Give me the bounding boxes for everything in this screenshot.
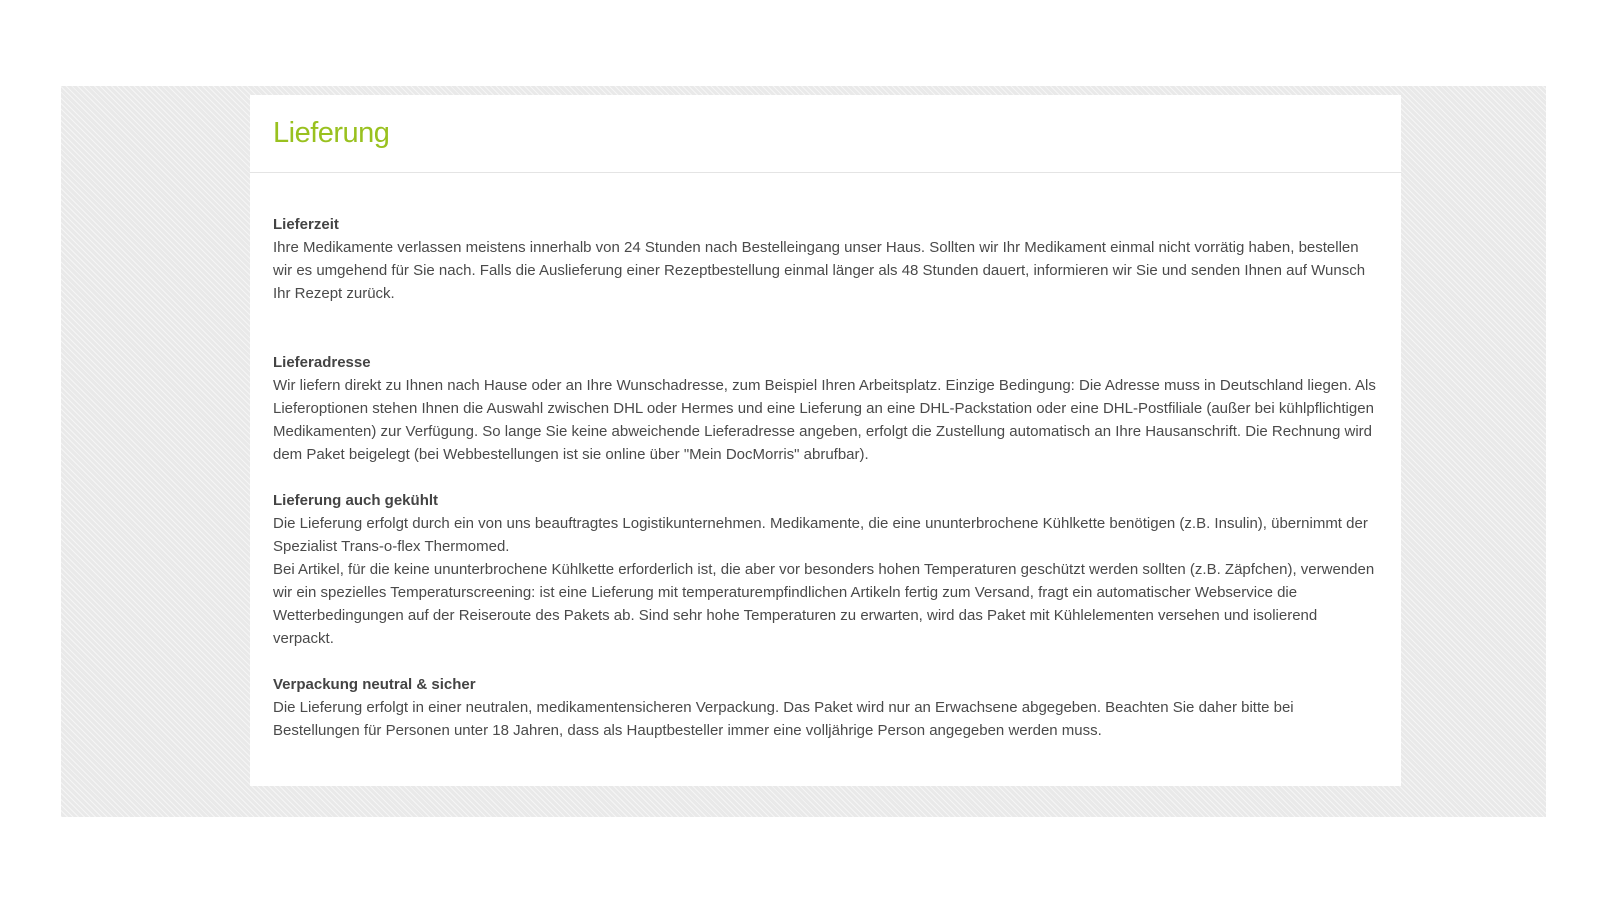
section-lieferadresse xyxy=(273,351,1381,466)
content-card xyxy=(250,95,1401,786)
section-verpackung xyxy=(273,673,1381,742)
section-title: Lieferzeit xyxy=(273,216,339,233)
card-body xyxy=(250,173,1401,742)
card-header xyxy=(250,95,1401,173)
section-text: Bei Artikel, für die keine ununterbrochene Kühlkette erforderlich ist, die aber vor besonders hohen Temperaturen geschützt werden sollten (z.B. Zäpfchen), verwenden wir ein spezielles Temperaturscreening: ist eine Lieferung mit temperaturempfindlichen Artikeln fertig zum Versand, fragt ein automatischer Webservice die Wetterbedingungen auf der Reiseroute des Pakets ab. Sind sehr hohe Temperaturen zu erwarten, wird das Paket mit Kühlelementen versehen und isolierend verpackt. xyxy=(273,561,1375,647)
section-text: Die Lieferung erfolgt durch ein von uns beauftragtes Logistikunternehmen. Medikamente, die eine ununterbrochene Kühlkette benötigen (z.B. Insulin), übernimmt der Spezialist Trans-o-flex Thermomed. xyxy=(273,515,1368,555)
page-title: Lieferung xyxy=(273,117,390,149)
section-title: Lieferung auch gekühlt xyxy=(273,492,439,509)
section-lieferzeit xyxy=(273,213,1381,305)
section-text: Ihre Medikamente verlassen meistens innerhalb von 24 Stunden nach Bestelleingang unser Haus. Sollten wir Ihr Medikament einmal nicht vorrätig haben, bestellen wir es umgehend für Sie nach. Falls die Auslieferung einer Rezeptbestellung einmal länger als 48 Stunden dauert, informieren wir Sie und senden Ihnen auf Wunsch Ihr Rezept zurück. xyxy=(273,239,1366,302)
section-text: Wir liefern direkt zu Ihnen nach Hause oder an Ihre Wunschadresse, zum Beispiel Ihren Arbeitsplatz. Einzige Bedingung: Die Adresse muss in Deutschland liegen. Als Lieferoptionen stehen Ihnen die Auswahl zwischen DHL oder Hermes und eine Lieferung an eine DHL-Packstation oder eine DHL-Postfiliale (außer bei kühlpflichtigen Medikamenten) zur Verfügung. So lange Sie keine abweichende Lieferadresse angeben, erfolgt die Zustellung automatisch an Ihre Hausanschrift. Die Rechnung wird dem Paket beigelegt (bei Webbestellungen ist sie online über "Mein DocMorris" abrufbar). xyxy=(273,377,1376,463)
section-text: Die Lieferung erfolgt in einer neutralen, medikamentensicheren Verpackung. Das Paket wird nur an Erwachsene abgegeben. Beachten Sie daher bitte bei Bestellungen für Personen unter 18 Jahren, dass als Hauptbesteller immer eine volljährige Person angegeben werden muss. xyxy=(273,699,1294,739)
section-title: Lieferadresse xyxy=(273,354,371,371)
section-title: Verpackung neutral & sicher xyxy=(273,676,476,693)
section-lieferung-gekuehlt xyxy=(273,489,1381,650)
